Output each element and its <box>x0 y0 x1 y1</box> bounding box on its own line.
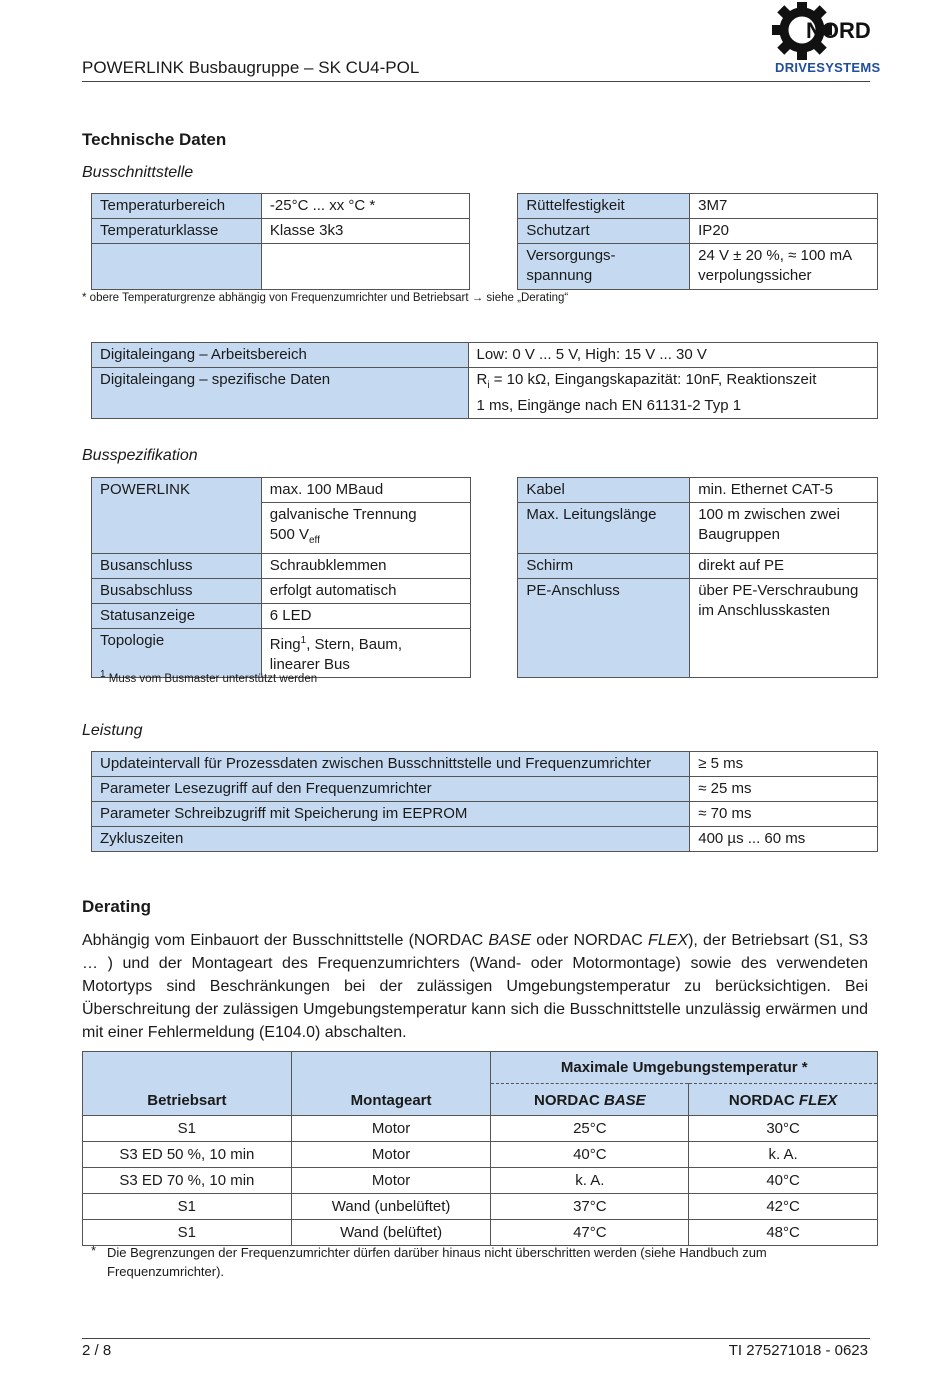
cell-value: Low: 0 V ... 5 V, High: 15 V ... 30 V <box>468 343 878 368</box>
cell-value: 100 m zwischen zwei Baugruppen <box>690 503 878 554</box>
cell-value: Ring$^1$, Stern, Baum, linearer Bus <box>261 629 470 678</box>
table-row <box>92 343 878 368</box>
gear-logo-icon <box>772 2 872 62</box>
cell-betriebsart: S1 <box>83 1194 292 1220</box>
cell-montageart: Wand (belüftet) <box>291 1220 491 1246</box>
cell-betriebsart: S3 ED 70 %, 10 min <box>83 1168 292 1194</box>
cell-value: ≈ 25 ms <box>690 777 878 802</box>
document-id: TI 275271018 - 0623 <box>728 1342 868 1359</box>
footer-divider <box>82 1338 870 1339</box>
cell-label: POWERLINK <box>92 478 262 554</box>
temperature-note: * obere Temperaturgrenze abhängig von Frequenzumrichter und Betriebsart → siehe „Derating“ <box>82 292 569 304</box>
table-row <box>92 219 878 244</box>
digitaleingang-table <box>91 342 878 419</box>
busmaster-note: $^1$ Muss vom Busmaster unterstützt werden <box>100 669 318 685</box>
cell-base: k. A. <box>491 1168 689 1194</box>
table-row <box>83 1194 878 1220</box>
cell-value: ≈ 70 ms <box>690 802 878 827</box>
cell-value: Schraubklemmen <box>261 554 470 579</box>
cell-value: 24 V ± 20 %, ≈ 100 mA verpolungssicher <box>690 244 878 290</box>
cell-base: 37°C <box>491 1194 689 1220</box>
table-row <box>92 579 878 604</box>
cell-label: Parameter Schreibzugriff mit Speicherung im EEPROM <box>92 802 690 827</box>
cell-label: Parameter Lesezugriff auf den Frequenzumrichter <box>92 777 690 802</box>
table-row <box>92 244 878 290</box>
cell-label: Rüttelfestigkeit <box>518 194 690 219</box>
cell-value: 400 µs ... 60 ms <box>690 827 878 852</box>
busspezifikation-table <box>91 477 878 678</box>
nord-logo <box>772 2 881 78</box>
cell-value: $R_i = 10$ kΩ, Eingangskapazität: 10nF, Reaktionszeit 1 ms, Eingänge nach EN 61131-2 Typ 1 <box>468 368 878 419</box>
cell-value: max. 100 MBaud <box>261 478 470 503</box>
column-header-flex: NORDAC FLEX <box>689 1084 878 1116</box>
logo-subtitle: DRIVESYSTEMS <box>775 60 881 75</box>
cell-montageart: Motor <box>291 1116 491 1142</box>
cell-label: Updateintervall für Prozessdaten zwischen Busschnittstelle und Frequenzumrichter <box>92 752 690 777</box>
cell-label: Temperaturbereich <box>92 194 262 219</box>
cell-label: Versorgungs- spannung <box>518 244 690 290</box>
cell-label: Busabschluss <box>92 579 262 604</box>
busspezifikation-title: Busspezifikation <box>82 447 198 464</box>
cell-betriebsart: S3 ED 50 %, 10 min <box>83 1142 292 1168</box>
cell-value: erfolgt automatisch <box>261 579 470 604</box>
section-title: Technische Daten <box>82 130 227 149</box>
cell-label <box>92 244 262 290</box>
cell-label: Digitaleingang – spezifische Daten <box>92 368 469 419</box>
page-header-title: POWERLINK Busbaugruppe – SK CU4-POL <box>82 58 420 77</box>
cell-label: Statusanzeige <box>92 604 262 629</box>
cell-betriebsart: S1 <box>83 1116 292 1142</box>
cell-label: Schirm <box>518 554 690 579</box>
cell-label: Temperaturklasse <box>92 219 262 244</box>
cell-value: direkt auf PE <box>690 554 878 579</box>
derating-title: Derating <box>82 897 151 916</box>
cell-value: ≥ 5 ms <box>690 752 878 777</box>
cell-value: Klasse 3k3 <box>261 219 470 244</box>
cell-value: 3M7 <box>690 194 878 219</box>
leistung-table <box>91 751 878 852</box>
busschnittstelle-table <box>91 193 878 290</box>
header-divider <box>82 81 870 82</box>
cell-label: Kabel <box>518 478 690 503</box>
cell-base: 25°C <box>491 1116 689 1142</box>
table-row <box>92 194 878 219</box>
cell-label: Max. Leitungslänge <box>518 503 690 554</box>
table-row <box>83 1116 878 1142</box>
cell-montageart: Motor <box>291 1142 491 1168</box>
column-header-montageart: Montageart <box>291 1052 491 1116</box>
derating-note-star: * <box>91 1243 97 1258</box>
cell-value: über PE-Verschraubung im Anschlusskasten <box>690 579 878 678</box>
cell-flex: 40°C <box>689 1168 878 1194</box>
table-row <box>92 752 878 777</box>
cell-label: Busanschluss <box>92 554 262 579</box>
cell-base: 47°C <box>491 1220 689 1246</box>
derating-table <box>82 1051 878 1246</box>
cell-betriebsart: S1 <box>83 1220 292 1246</box>
cell-base: 40°C <box>491 1142 689 1168</box>
cell-label: Topologie <box>92 629 262 678</box>
svg-text:NORD: NORD <box>806 18 871 43</box>
leistung-title: Leistung <box>82 722 143 739</box>
cell-label: Schutzart <box>518 219 690 244</box>
column-header-betriebsart: Betriebsart <box>83 1052 292 1116</box>
page-number: 2 / 8 <box>82 1342 112 1359</box>
cell-flex: k. A. <box>689 1142 878 1168</box>
cell-label: PE-Anschluss <box>518 579 690 678</box>
cell-montageart: Motor <box>291 1168 491 1194</box>
table-row <box>92 554 878 579</box>
busschnittstelle-title: Busschnittstelle <box>82 164 194 181</box>
table-row <box>83 1168 878 1194</box>
table-row <box>83 1220 878 1246</box>
cell-value: -25°C ... xx °C * <box>261 194 470 219</box>
cell-label: Zykluszeiten <box>92 827 690 852</box>
table-row <box>92 478 878 503</box>
cell-label: Digitaleingang – Arbeitsbereich <box>92 343 469 368</box>
table-row <box>92 368 878 419</box>
cell-value: min. Ethernet CAT-5 <box>690 478 878 503</box>
derating-paragraph: Abhängig vom Einbauort der Busschnittstelle (NORDAC BASE oder NORDAC FLEX), der Betriebsart (S1, S3 … ) und der Montageart des Frequenzumrichters (Wand- oder Motormontage) sowie des verwendeten Motortyps sind Beschränkungen bei der zulässigen Umgebungstemperatur zu berücksichtigen. Bei Überschreitung der zulässigen Umgebungstemperatur kann sich die Busschnittstelle unzulässig erwärmen und mit einer Fehlermeldung (E104.0) abschalten. <box>82 932 868 1041</box>
cell-value: IP20 <box>690 219 878 244</box>
column-header-base: NORDAC BASE <box>491 1084 689 1116</box>
cell-flex: 42°C <box>689 1194 878 1220</box>
table-row <box>92 777 878 802</box>
table-row <box>83 1142 878 1168</box>
table-row <box>92 802 878 827</box>
cell-value: galvanische Trennung 500 $V_{eff}$ <box>261 503 470 554</box>
cell-flex: 30°C <box>689 1116 878 1142</box>
cell-flex: 48°C <box>689 1220 878 1246</box>
derating-note: Die Begrenzungen der Frequenzumrichter dürfen darüber hinaus nicht überschritten werden (siehe Handbuch zum Frequenzumrichter). <box>107 1245 767 1279</box>
cell-value <box>261 244 470 290</box>
column-header-max-temp: Maximale Umgebungstemperatur * <box>491 1052 878 1084</box>
table-header-row <box>83 1052 878 1084</box>
cell-value: 6 LED <box>261 604 470 629</box>
table-row <box>92 827 878 852</box>
cell-montageart: Wand (unbelüftet) <box>291 1194 491 1220</box>
